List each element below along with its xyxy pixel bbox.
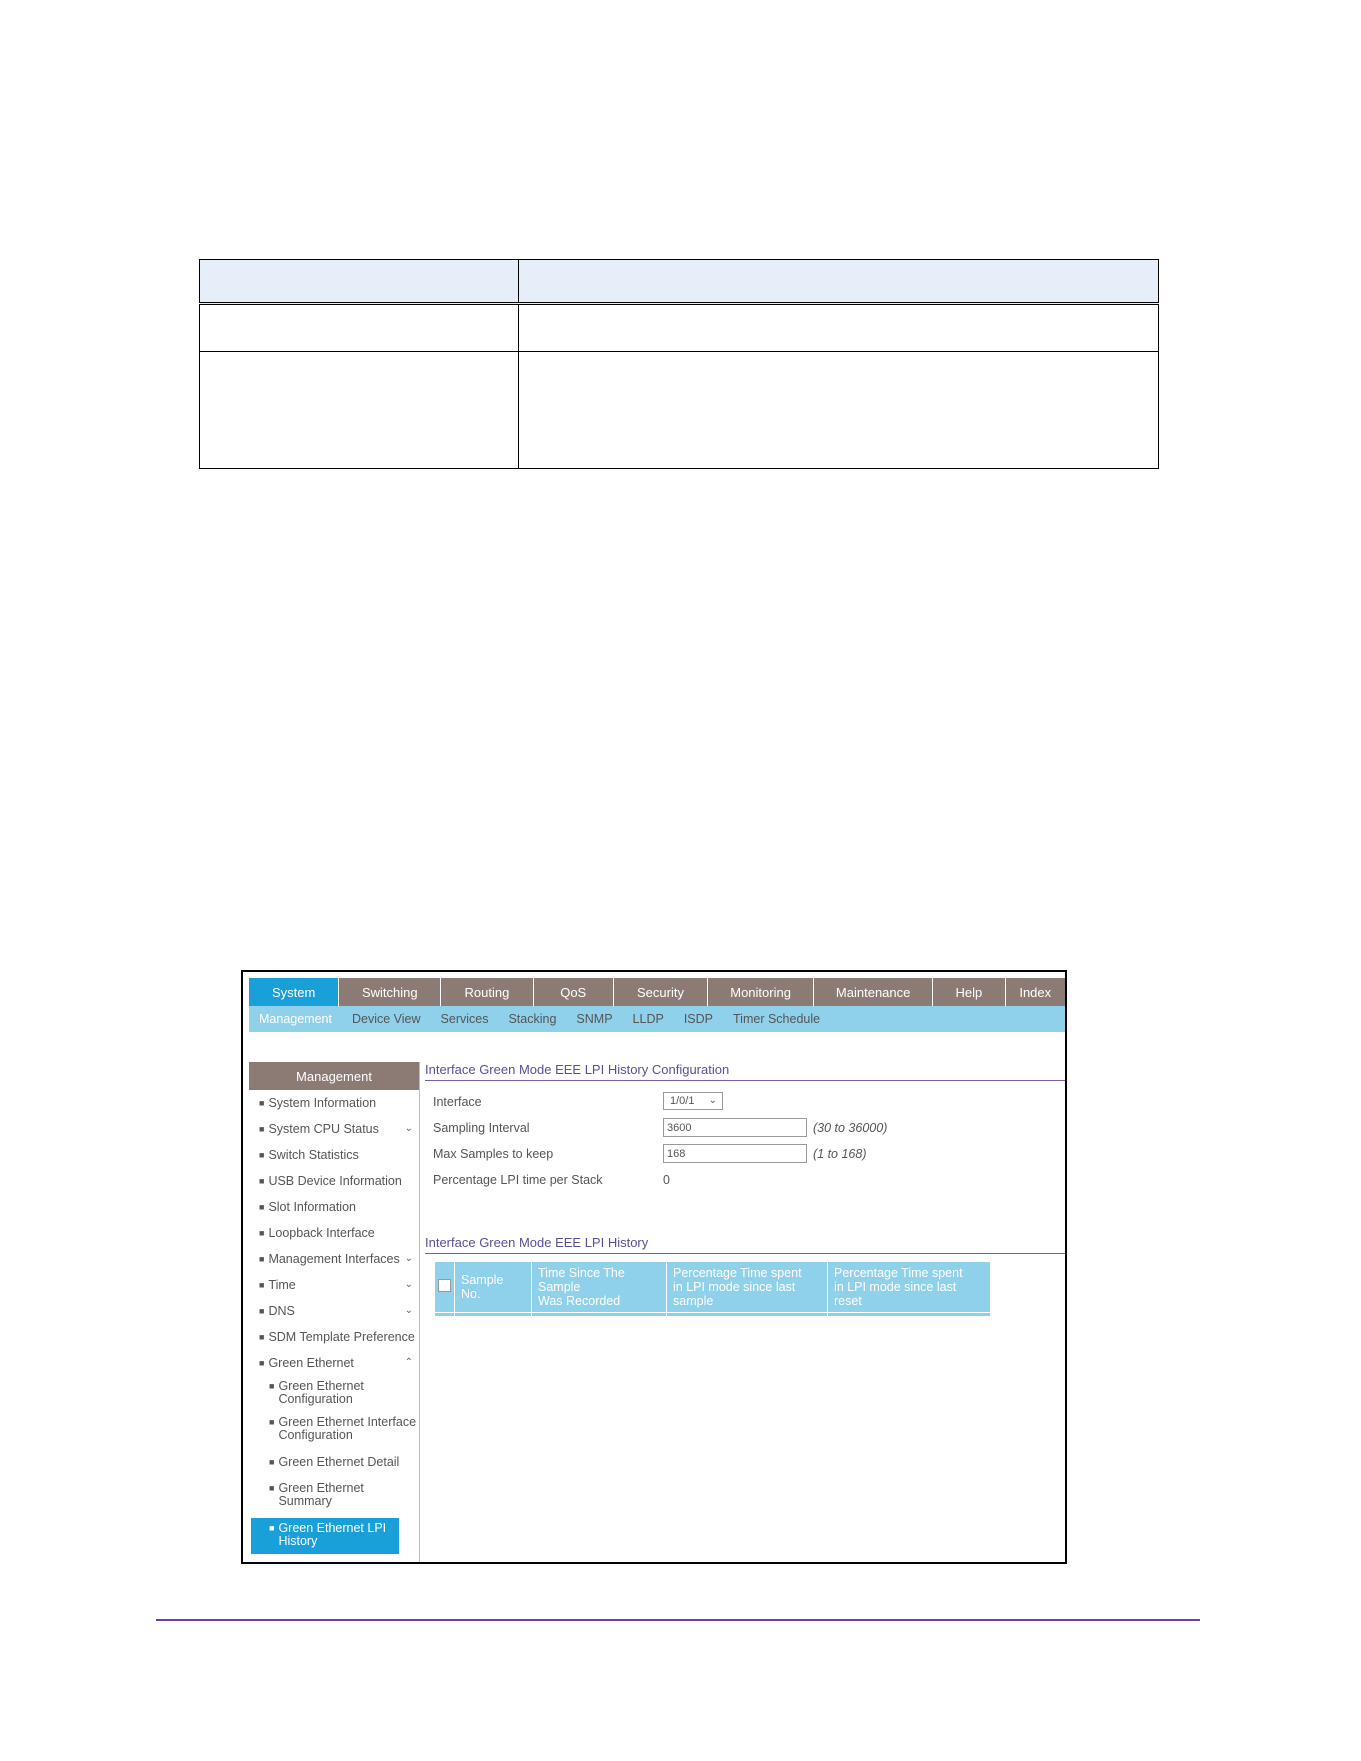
table-cell [519,260,1159,304]
column-header-label: Percentage Time spent [834,1266,963,1280]
table-cell [455,1313,532,1317]
sidebar [249,1062,420,1562]
tab-maintenance[interactable]: Maintenance [814,978,933,1006]
column-header-pct-since-last-sample [667,1262,828,1313]
sidebar-item-system-information[interactable] [249,1090,419,1116]
table-cell [519,304,1159,352]
sidebar-item-label: Slot Information [268,1200,356,1214]
chevron-down-icon[interactable]: ⌄ [404,1123,413,1134]
sidebar-subitem-green-ethernet-detail[interactable] [249,1456,419,1482]
lpi-history-table [435,1262,990,1316]
sidebar-item-time[interactable] [249,1272,419,1298]
bullet-icon: ■ [259,1358,265,1368]
table-row [435,1313,990,1317]
sidebar-item-management-interfaces[interactable] [249,1246,419,1272]
config-section-title: Interface Green Mode EEE LPI History Configuration [425,1062,1065,1081]
bullet-icon: ■ [259,1124,265,1134]
bullet-icon: ■ [259,1150,265,1160]
tab-switching[interactable]: Switching [339,978,441,1006]
percentage-lpi-value: 0 [663,1173,670,1187]
tab-system[interactable]: System [249,978,339,1006]
chevron-down-icon: ⌄ [708,1095,717,1106]
sidebar-item-green-ethernet[interactable] [249,1350,419,1376]
subtab-management[interactable]: Management [259,1012,332,1026]
tab-index[interactable]: Index [1019,984,1052,1000]
max-samples-hint: (1 to 168) [813,1147,867,1161]
column-header-label: Time Since The Sample [538,1266,625,1294]
table-row [200,304,1159,352]
tab-routing[interactable]: Routing [441,978,533,1006]
tab-monitoring[interactable]: Monitoring [708,978,814,1006]
sidebar-item-label: USB Device Information [268,1174,402,1188]
tab-help[interactable]: Help [933,978,1005,1006]
table-cell [200,352,519,469]
table-row [200,352,1159,469]
subtab-lldp[interactable]: LLDP [632,1012,664,1026]
table-cell [667,1313,828,1317]
percentage-lpi-label: Percentage LPI time per Stack [433,1173,603,1187]
sidebar-subitem-green-ethernet-configuration[interactable] [249,1380,419,1416]
table-cell [519,352,1159,469]
bullet-icon: ■ [259,1176,265,1186]
column-header-label: Was Recorded [538,1294,621,1308]
sidebar-item-label: System Information [268,1096,377,1110]
table-header-row [435,1262,990,1313]
sidebar-item-label: DNS [268,1304,295,1318]
sidebar-title: Management [249,1062,419,1090]
tab-security[interactable]: Security [614,978,708,1006]
sidebar-item-label: Switch Statistics [268,1148,359,1162]
chevron-down-icon[interactable]: ⌄ [404,1253,413,1264]
column-header-label: in LPI mode since last sample [673,1280,796,1308]
sub-navigation [249,1006,1065,1032]
column-header-label: Sample No. [461,1273,504,1301]
subtab-isdp[interactable]: ISDP [683,1012,714,1026]
table-header-row [200,260,1159,304]
sidebar-subitem-green-ethernet-lpi-history[interactable] [251,1518,399,1554]
bullet-icon: ■ [259,1280,265,1290]
chevron-up-icon[interactable]: ⌃ [404,1357,413,1368]
bullet-icon: ■ [259,1332,265,1342]
sidebar-item-label: SDM Template Preference [268,1330,415,1344]
bullet-icon: ■ [259,1254,265,1264]
tab-qos[interactable]: QoS [534,978,614,1006]
sidebar-item-switch-statistics[interactable] [249,1142,419,1168]
bullet-icon: ■ [259,1228,265,1238]
sampling-interval-hint: (30 to 36000) [813,1121,888,1135]
sidebar-item-sdm-template-preference[interactable] [249,1324,419,1350]
bullet-icon: ■ [269,1457,275,1467]
document-table [199,259,1159,469]
column-header-sample-no [455,1262,532,1313]
select-all-checkbox[interactable] [438,1279,451,1292]
bullet-icon: ■ [259,1202,265,1212]
sidebar-item-label: Loopback Interface [268,1226,375,1240]
sidebar-item-label: Green Ethernet Summary [278,1481,364,1508]
percentage-lpi-row [425,1167,1065,1193]
table-cell [200,260,519,304]
history-table-wrap [425,1262,1065,1322]
history-section-title: Interface Green Mode EEE LPI History [425,1235,1065,1254]
sidebar-item-label: Green Ethernet Configuration [278,1379,364,1406]
sidebar-item-label: Green Ethernet [268,1356,354,1370]
sidebar-item-usb-device-information[interactable] [249,1168,419,1194]
bullet-icon: ■ [269,1417,275,1427]
max-samples-input[interactable]: 168 [663,1144,807,1163]
bullet-icon: ■ [269,1523,275,1533]
interface-select-value: 1/0/1 [670,1095,695,1107]
sidebar-item-dns[interactable] [249,1298,419,1324]
bullet-icon: ■ [259,1306,265,1316]
sampling-interval-input[interactable]: 3600 [663,1118,807,1137]
subtab-stacking[interactable]: Stacking [508,1012,557,1026]
main-content [425,1062,1065,1322]
sidebar-item-loopback-interface[interactable] [249,1220,419,1246]
top-navigation [249,978,1065,1006]
column-header-label: Percentage Time spent [673,1266,802,1280]
subtab-snmp[interactable]: SNMP [576,1012,613,1026]
sidebar-item-system-cpu-status[interactable] [249,1116,419,1142]
sidebar-item-label: System CPU Status [268,1122,379,1136]
interface-select[interactable] [663,1092,723,1110]
sidebar-subitem-green-ethernet-interface-configuration[interactable] [249,1416,419,1456]
select-all-cell [435,1262,455,1313]
subtab-device-view[interactable]: Device View [351,1012,421,1026]
interface-label: Interface [433,1095,482,1109]
max-samples-row [425,1141,1065,1167]
sidebar-item-slot-information[interactable] [249,1194,419,1220]
sampling-interval-row [425,1115,1065,1141]
sidebar-subitem-green-ethernet-summary[interactable] [249,1482,419,1518]
max-samples-label: Max Samples to keep [433,1147,554,1161]
column-header-label: in LPI mode since last reset [834,1280,957,1308]
chevron-down-icon[interactable]: ⌄ [404,1305,413,1316]
sidebar-item-label: Green Ethernet LPI History [278,1521,387,1548]
subtab-services[interactable]: Services [440,1012,489,1026]
bullet-icon: ■ [269,1381,275,1391]
sidebar-item-label: Green Ethernet Interface Configuration [278,1415,417,1442]
column-header-time-since [532,1262,667,1313]
ui-screenshot [241,970,1067,1564]
table-cell [435,1313,455,1317]
sidebar-item-label: Green Ethernet Detail [278,1455,400,1469]
interface-row [425,1089,1065,1115]
bullet-icon: ■ [259,1098,265,1108]
table-cell [200,304,519,352]
sidebar-item-label: Management Interfaces [268,1252,400,1266]
chevron-down-icon[interactable]: ⌄ [404,1279,413,1290]
footer-divider [156,1619,1200,1621]
table-cell [532,1313,667,1317]
column-header-pct-since-last-reset [828,1262,991,1313]
bullet-icon: ■ [269,1483,275,1493]
sampling-interval-label: Sampling Interval [433,1121,530,1135]
table-cell [828,1313,991,1317]
sidebar-item-label: Time [268,1278,296,1292]
subtab-timer-schedule[interactable]: Timer Schedule [733,1012,821,1026]
